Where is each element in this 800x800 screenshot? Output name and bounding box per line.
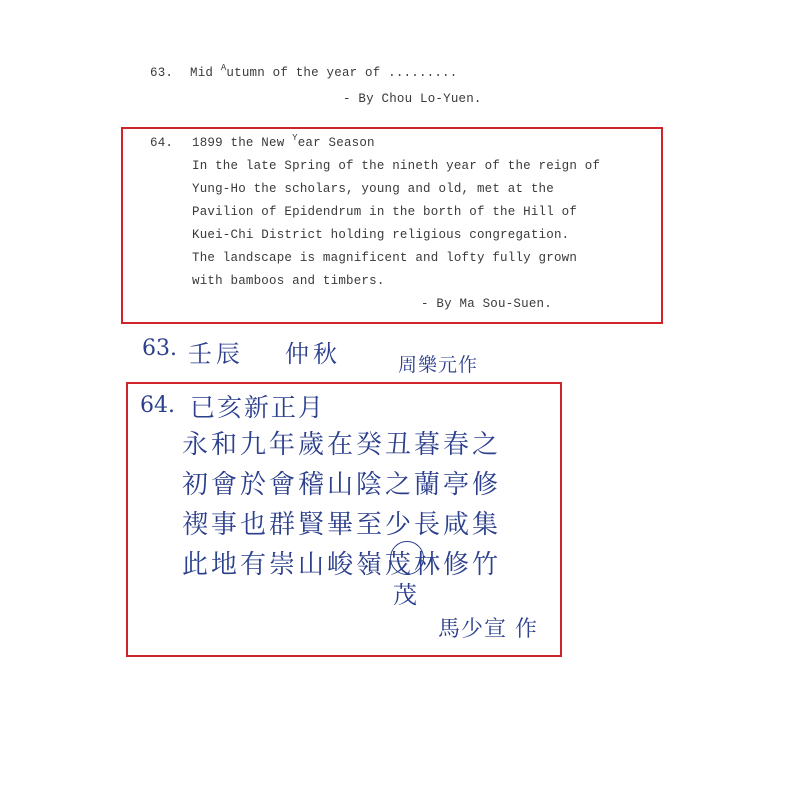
hand-64-correction-circle xyxy=(390,541,424,575)
typed-64-highlight-box xyxy=(121,127,663,324)
hand-64-line-4: 此地有崇山峻嶺茂林修竹 xyxy=(182,550,502,580)
typed-64-line-3: Pavilion of Epidendrum in the borth of the Hill of xyxy=(192,205,578,219)
typed-64-author: - By Ma Sou-Suen. xyxy=(421,297,552,311)
hand-63-number: 63. xyxy=(142,336,177,361)
typed-63-author: - By Chou Lo-Yuen. xyxy=(343,92,482,106)
typed-63-title-pre: Mid xyxy=(190,66,221,80)
typed-63-number: 63. xyxy=(150,66,174,80)
typed-64-title xyxy=(192,133,375,150)
typed-63-title-caret: A xyxy=(220,63,227,73)
hand-63-text-1: 壬辰 xyxy=(188,340,244,368)
typed-64-title-caret: Y xyxy=(292,133,298,143)
typed-63-title-post: utumn of the year of ......... xyxy=(226,66,458,80)
typed-64-line-5: The landscape is magnificent and lofty fully grown xyxy=(192,251,578,265)
hand-64-number: 64. xyxy=(140,393,175,418)
typed-64-line-6: with bamboos and timbers. xyxy=(192,274,385,288)
hand-64-line-2: 初會於會稽山陰之蘭亭修 xyxy=(182,470,502,500)
typed-64-number: 64. xyxy=(150,136,174,150)
typed-63-title xyxy=(190,63,458,80)
hand-64-line-1: 永和九年歲在癸丑暮春之 xyxy=(182,430,502,460)
typed-64-line-1: In the late Spring of the nineth year of the reign of xyxy=(192,159,601,173)
hand-63-text-2: 仲秋 xyxy=(285,340,341,368)
hand-64-title: 已亥新正月 xyxy=(190,393,326,422)
typed-64-line-4: Kuei-Chi District holding religious congregation. xyxy=(192,228,570,242)
hand-64-line-3: 禊事也群賢畢至少長咸集 xyxy=(182,510,502,540)
typed-64-title-post: ear Season xyxy=(297,136,375,150)
hand-64-correction: 茂 xyxy=(393,581,417,609)
hand-64-author: 馬少宣 作 xyxy=(438,617,538,642)
hand-63-author: 周樂元作 xyxy=(398,354,479,376)
typed-64-title-pre: 1899 the New xyxy=(192,136,293,150)
typed-64-line-2: Yung-Ho the scholars, young and old, met at the xyxy=(192,182,554,196)
